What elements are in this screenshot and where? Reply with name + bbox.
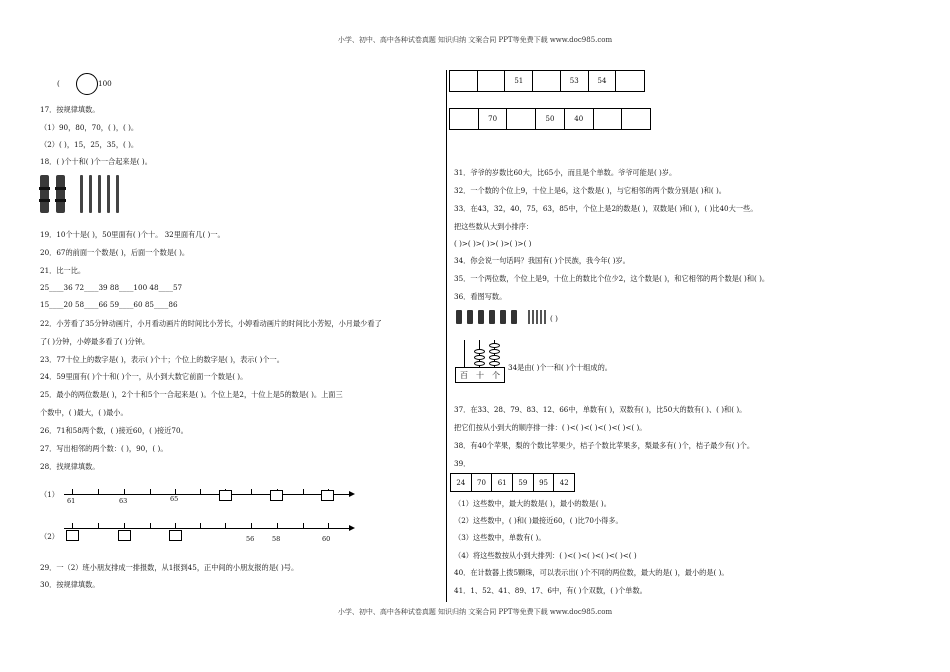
question-34: 34．你会说一句话吗？我国有( )个民族，我今年( )岁。 [454,256,630,265]
answer-box[interactable] [66,530,79,541]
abacus-label-ones: 个 [492,370,500,380]
question-36-abacus: 34是由( )个一和( )个十组成的。 [508,363,612,372]
number-line-1-axis [64,494,350,495]
question-28: 28．找规律填数。 [40,462,100,471]
grid-cell: 50 [536,109,565,129]
abacus-bead [489,343,500,348]
answer-box[interactable] [219,490,232,501]
grid-cell: 95 [534,474,555,491]
tick-label: 58 [272,535,281,543]
question-19: 19．10个十是( )，50里面有( )个十。 32里面有几( )一。 [40,230,225,239]
question-17-2: （2）( )，15，25，35，( )。 [40,140,139,149]
tick [72,523,73,528]
grid-cell[interactable] [450,71,478,91]
question-39-3: （3）这些数中，单数有( )。 [454,533,546,542]
ten-block [456,310,462,324]
question-35: 35．一个两位数，个位上是9，十位上的数比个位少2，这个数是( )，和它相邻的两个数是( )和( )。 [454,274,770,283]
question-37: 37．在33、28、79、83、12、66中，单数有( )，双数有( )，比50大的数有( )、( )和( )。 [454,405,747,414]
question-17-1: （1）90，80，70，( )，( )。 [40,123,139,132]
tick [124,523,125,528]
grid-cell[interactable] [594,109,623,129]
tick [277,523,278,528]
tick [175,523,176,528]
question-36: 36．看图写数。 [454,292,507,301]
ten-block [511,310,517,324]
grid-cell[interactable] [533,71,561,91]
number-grid-39 [450,473,575,492]
question-23: 23．77十位上的数字是( )，表示( )个十；个位上的数字是( )，表示( )个一。 [40,355,284,364]
unit-block [540,310,542,324]
abacus-bead [489,355,500,360]
column-divider [446,70,447,602]
question-32: 32．一个数的个位上9，十位上是6，这个数是( )，与它相邻的两个数分别是( )和( )。 [454,186,726,195]
question-20: 20．67的前面一个数是( )，后面一个数是( )。 [40,248,190,257]
abacus-bead [489,361,500,366]
tick-label: 56 [246,535,255,543]
question-17: 17．按规律填数。 [40,105,100,114]
single-stick [80,175,83,213]
question-41: 41．1、52、41、89、17、6中，有( )个双数，( )个单数。 [454,586,647,595]
page-header: 小学、初中、高中各种试卷真题 知识归纳 文案合同 PPT等免费下载 www.doc985.com [337,36,613,44]
abacus-bead [474,361,485,366]
grid-cell: 61 [492,474,513,491]
abacus-label-tens: 十 [476,370,484,380]
compare-open: ( [57,79,60,88]
tick [150,489,151,494]
question-27: 27．写出相邻的两个数：( )，90，( )。 [40,444,168,453]
tick [251,523,252,528]
answer-box[interactable] [270,490,283,501]
tick-label: 60 [322,535,331,543]
question-39-1: （1）这些数中，最大的数是( )，最小的数是( )。 [454,499,611,508]
unit-block [544,310,546,324]
grid-cell[interactable] [622,109,650,129]
question-21-row-1: 25____36 72____39 88____100 48____57 [40,283,183,292]
question-25-cont: 个数中，( )最大，( )最小。 [40,408,128,417]
question-21-row-2: 15____20 58____66 59____60 85____86 [40,300,178,309]
abacus-bead [474,355,485,360]
tick-label: 65 [170,495,179,503]
question-40: 40．在计数器上拨5颗珠，可以表示出( )个不同的两位数，最大的是( )，最小的是( )。 [454,568,729,577]
answer-box[interactable] [169,530,182,541]
ten-block [467,310,473,324]
tick [225,523,226,528]
unit-block [532,310,534,324]
question-30: 30．按规律填数。 [40,580,100,589]
question-39: 39． [454,459,471,468]
answer-box[interactable] [321,490,334,501]
single-stick [89,175,92,213]
number-line-2-label: （2） [40,532,59,541]
grid-cell[interactable] [616,71,644,91]
tick [303,489,304,494]
grid-cell: 24 [451,474,472,491]
answer-box[interactable] [118,530,131,541]
tick [200,523,201,528]
question-24: 24．59里面有( )个十和( )个一，从小到大数它前面一个数是( )。 [40,372,248,381]
tick [72,489,73,494]
abacus-bead [489,349,500,354]
question-29: 29．一（2）班小朋友排成一排报数，从1报到45，正中间的小朋友报的是( )号。 [40,563,299,572]
question-18: 18．( )个十和( )个一合起来是( )。 [40,157,152,166]
question-33-answer: ( )>( )>( )>( )>( )>( ) [454,239,532,248]
question-33: 33．在43，32，40，75，63，85中，个位上是2的数是( )，双数是( )和( )，( )比40大一些。 [454,204,758,213]
question-31: 31．爷爷的岁数比60大，比65小，而且是个单数。爷爷可能是( )岁。 [454,168,677,177]
abacus-base [455,367,505,383]
tick-label: 61 [67,497,76,505]
question-22-cont: 了( )分钟，小婷最多看了( )分钟。 [40,337,150,346]
question-33-sort: 把这些数从大到小排序： [454,222,534,231]
number-grid-2 [449,108,651,130]
abacus-label-hundreds: 百 [460,370,468,380]
grid-cell[interactable] [450,109,479,129]
tick [328,523,329,528]
grid-cell[interactable] [478,71,506,91]
compare-value: 100 [98,79,112,88]
ten-block [478,310,484,324]
abacus-bead [474,349,485,354]
grid-cell: 40 [565,109,594,129]
question-26: 26．71和58两个数，( )接近60，( )接近70。 [40,426,188,435]
grid-cell: 59 [513,474,534,491]
tick [251,489,252,494]
grid-cell: 70 [479,109,508,129]
grid-cell: 42 [559,478,569,487]
question-21: 21．比一比。 [40,266,86,275]
ten-bundle [40,175,49,213]
tick [200,489,201,494]
single-stick [98,175,101,213]
abacus-rod-hundreds [464,340,465,368]
question-22: 22．小芳看了35分钟动画片，小月看动画片的时间比小芳长，小婷看动画片的时间比小芳短，小月最少看了 [40,319,382,328]
page-footer: 小学、初中、高中各种试卷真题 知识归纳 文案合同 PPT等免费下载 www.doc985.com [337,608,613,616]
number-line-1-label: （1） [40,490,59,499]
tick [303,523,304,528]
number-line-2-axis [64,528,350,529]
grid-cell: 70 [472,474,493,491]
ten-bundle [56,175,65,213]
ten-block [500,310,506,324]
tick [150,523,151,528]
question-37-sort: 把它们按从小到大的顺序排一排：( )<( )<( )<( )<( )<( )。 [454,423,647,432]
question-39-2: （2）这些数中，( )和( )最接近60，( )比70小得多。 [454,516,623,525]
question-38: 38．有40个苹果，梨的个数比苹果少，桔子个数比苹果多，梨最多有( )个，桔子最少有( )个。 [454,441,755,450]
single-stick [107,175,110,213]
single-stick [116,175,119,213]
number-grid-1 [449,70,645,92]
tick [98,523,99,528]
unit-block [528,310,530,324]
tick [124,489,125,494]
question-36-answer: ( ) [550,314,558,323]
grid-cell: 51 [505,71,533,91]
tick [98,489,99,494]
question-39-4: （4）将这些数按从小到大排列：( )<( )<( )<( )<( )<( ) [454,551,637,560]
tick-label: 63 [119,497,128,505]
grid-cell[interactable] [507,109,536,129]
tick [175,489,176,494]
unit-block [536,310,538,324]
grid-cell: 53 [561,71,589,91]
grid-cell: 54 [589,71,617,91]
ten-block [489,310,495,324]
question-25: 25．最小的两位数是( )，2个十和5个一合起来是( )。个位上是2，十位上是5的数是( )。上面三 [40,390,343,399]
compare-circle [76,73,98,95]
